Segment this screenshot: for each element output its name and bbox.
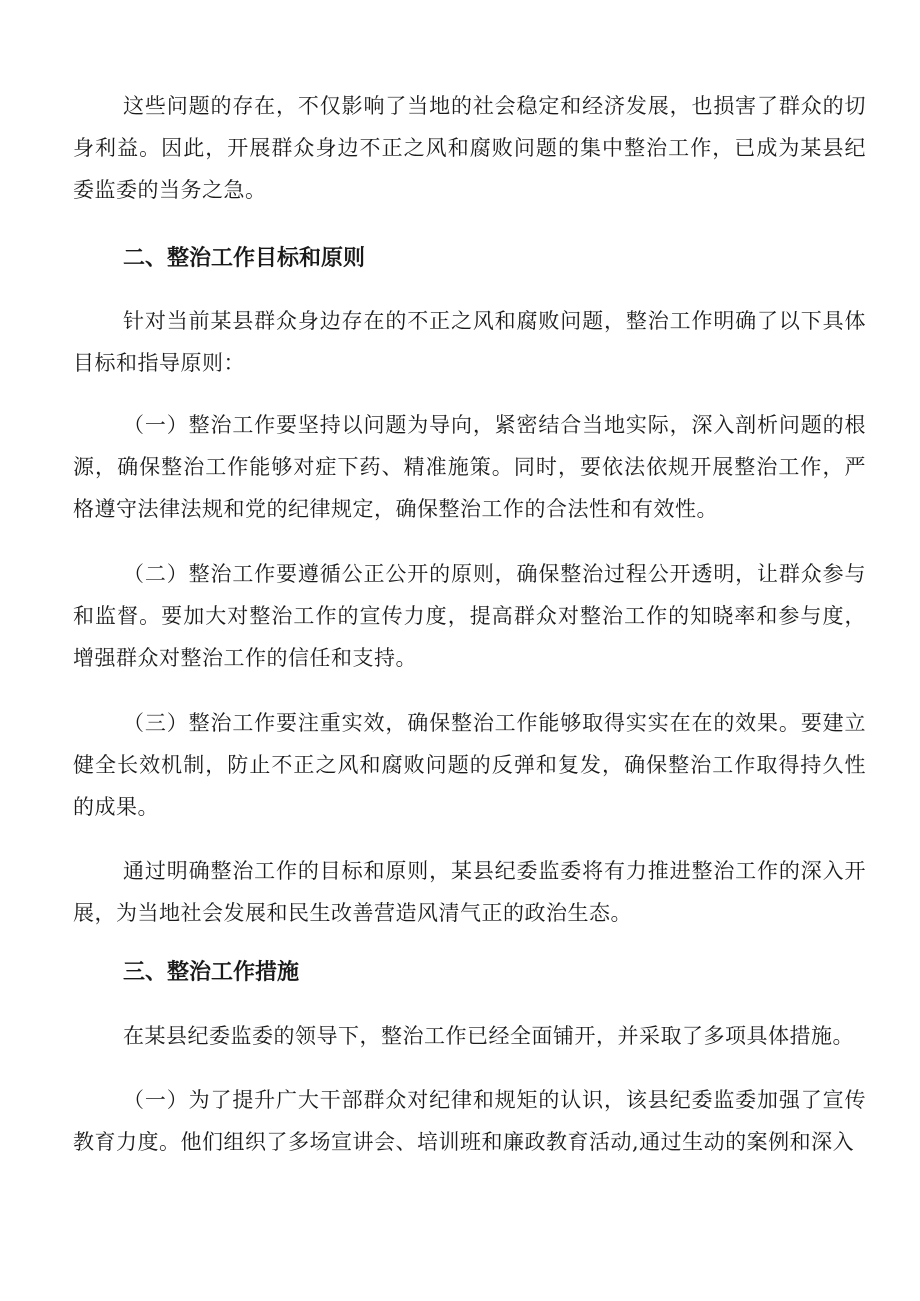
paragraph-principle-1: （一）整治工作要坚持以问题为导向，紧密结合当地实际，深入剖析问题的根源，确保整治工作能够对症下药、精准施策。同时，要依法依规开展整治工作，严格遵守法律法规和党的纪律规定，确保整治工作的合法性和有效性。: [73, 413, 866, 521]
section-heading-goals: 二、整治工作目标和原则: [123, 246, 366, 271]
section-heading-measures: 三、整治工作措施: [123, 960, 300, 985]
paragraph-goals-summary: 通过明确整治工作的目标和原则，某县纪委监委将有力推进整治工作的深入开展，为当地社会发展和民生改善营造风清气正的政治生态。: [73, 859, 866, 925]
paragraph-measures-intro: 在某县纪委监委的领导下，整治工作已经全面铺开，并采取了多项具体措施。: [123, 1024, 854, 1048]
paragraph-intro: 这些问题的存在，不仅影响了当地的社会稳定和经济发展，也损害了群众的切身利益。因此，开展群众身边不正之风和腐败问题的集中整治工作，已成为某县纪委监委的当务之急。: [73, 94, 866, 202]
paragraph-goals-intro: 针对当前某县群众身边存在的不正之风和腐败问题，整治工作明确了以下具体目标和指导原则：: [73, 309, 866, 375]
paragraph-measure-1: （一）为了提升广大干部群众对纪律和规矩的认识，该县纪委监委加强了宣传教育力度。他们组织了多场宣讲会、培训班和廉政教育活动,通过生动的案例和深入: [73, 1088, 866, 1154]
paragraph-principle-2: （二）整治工作要遵循公正公开的原则，确保整治过程公开透明，让群众参与和监督。要加大对整治工作的宣传力度，提高群众对整治工作的知晓率和参与度，增强群众对整治工作的信任和支持。: [73, 562, 866, 670]
paragraph-principle-3: （三）整治工作要注重实效，确保整治工作能够取得实实在在的效果。要建立健全长效机制，防止不正之风和腐败问题的反弹和复发，确保整治工作取得持久性的成果。: [73, 711, 866, 819]
